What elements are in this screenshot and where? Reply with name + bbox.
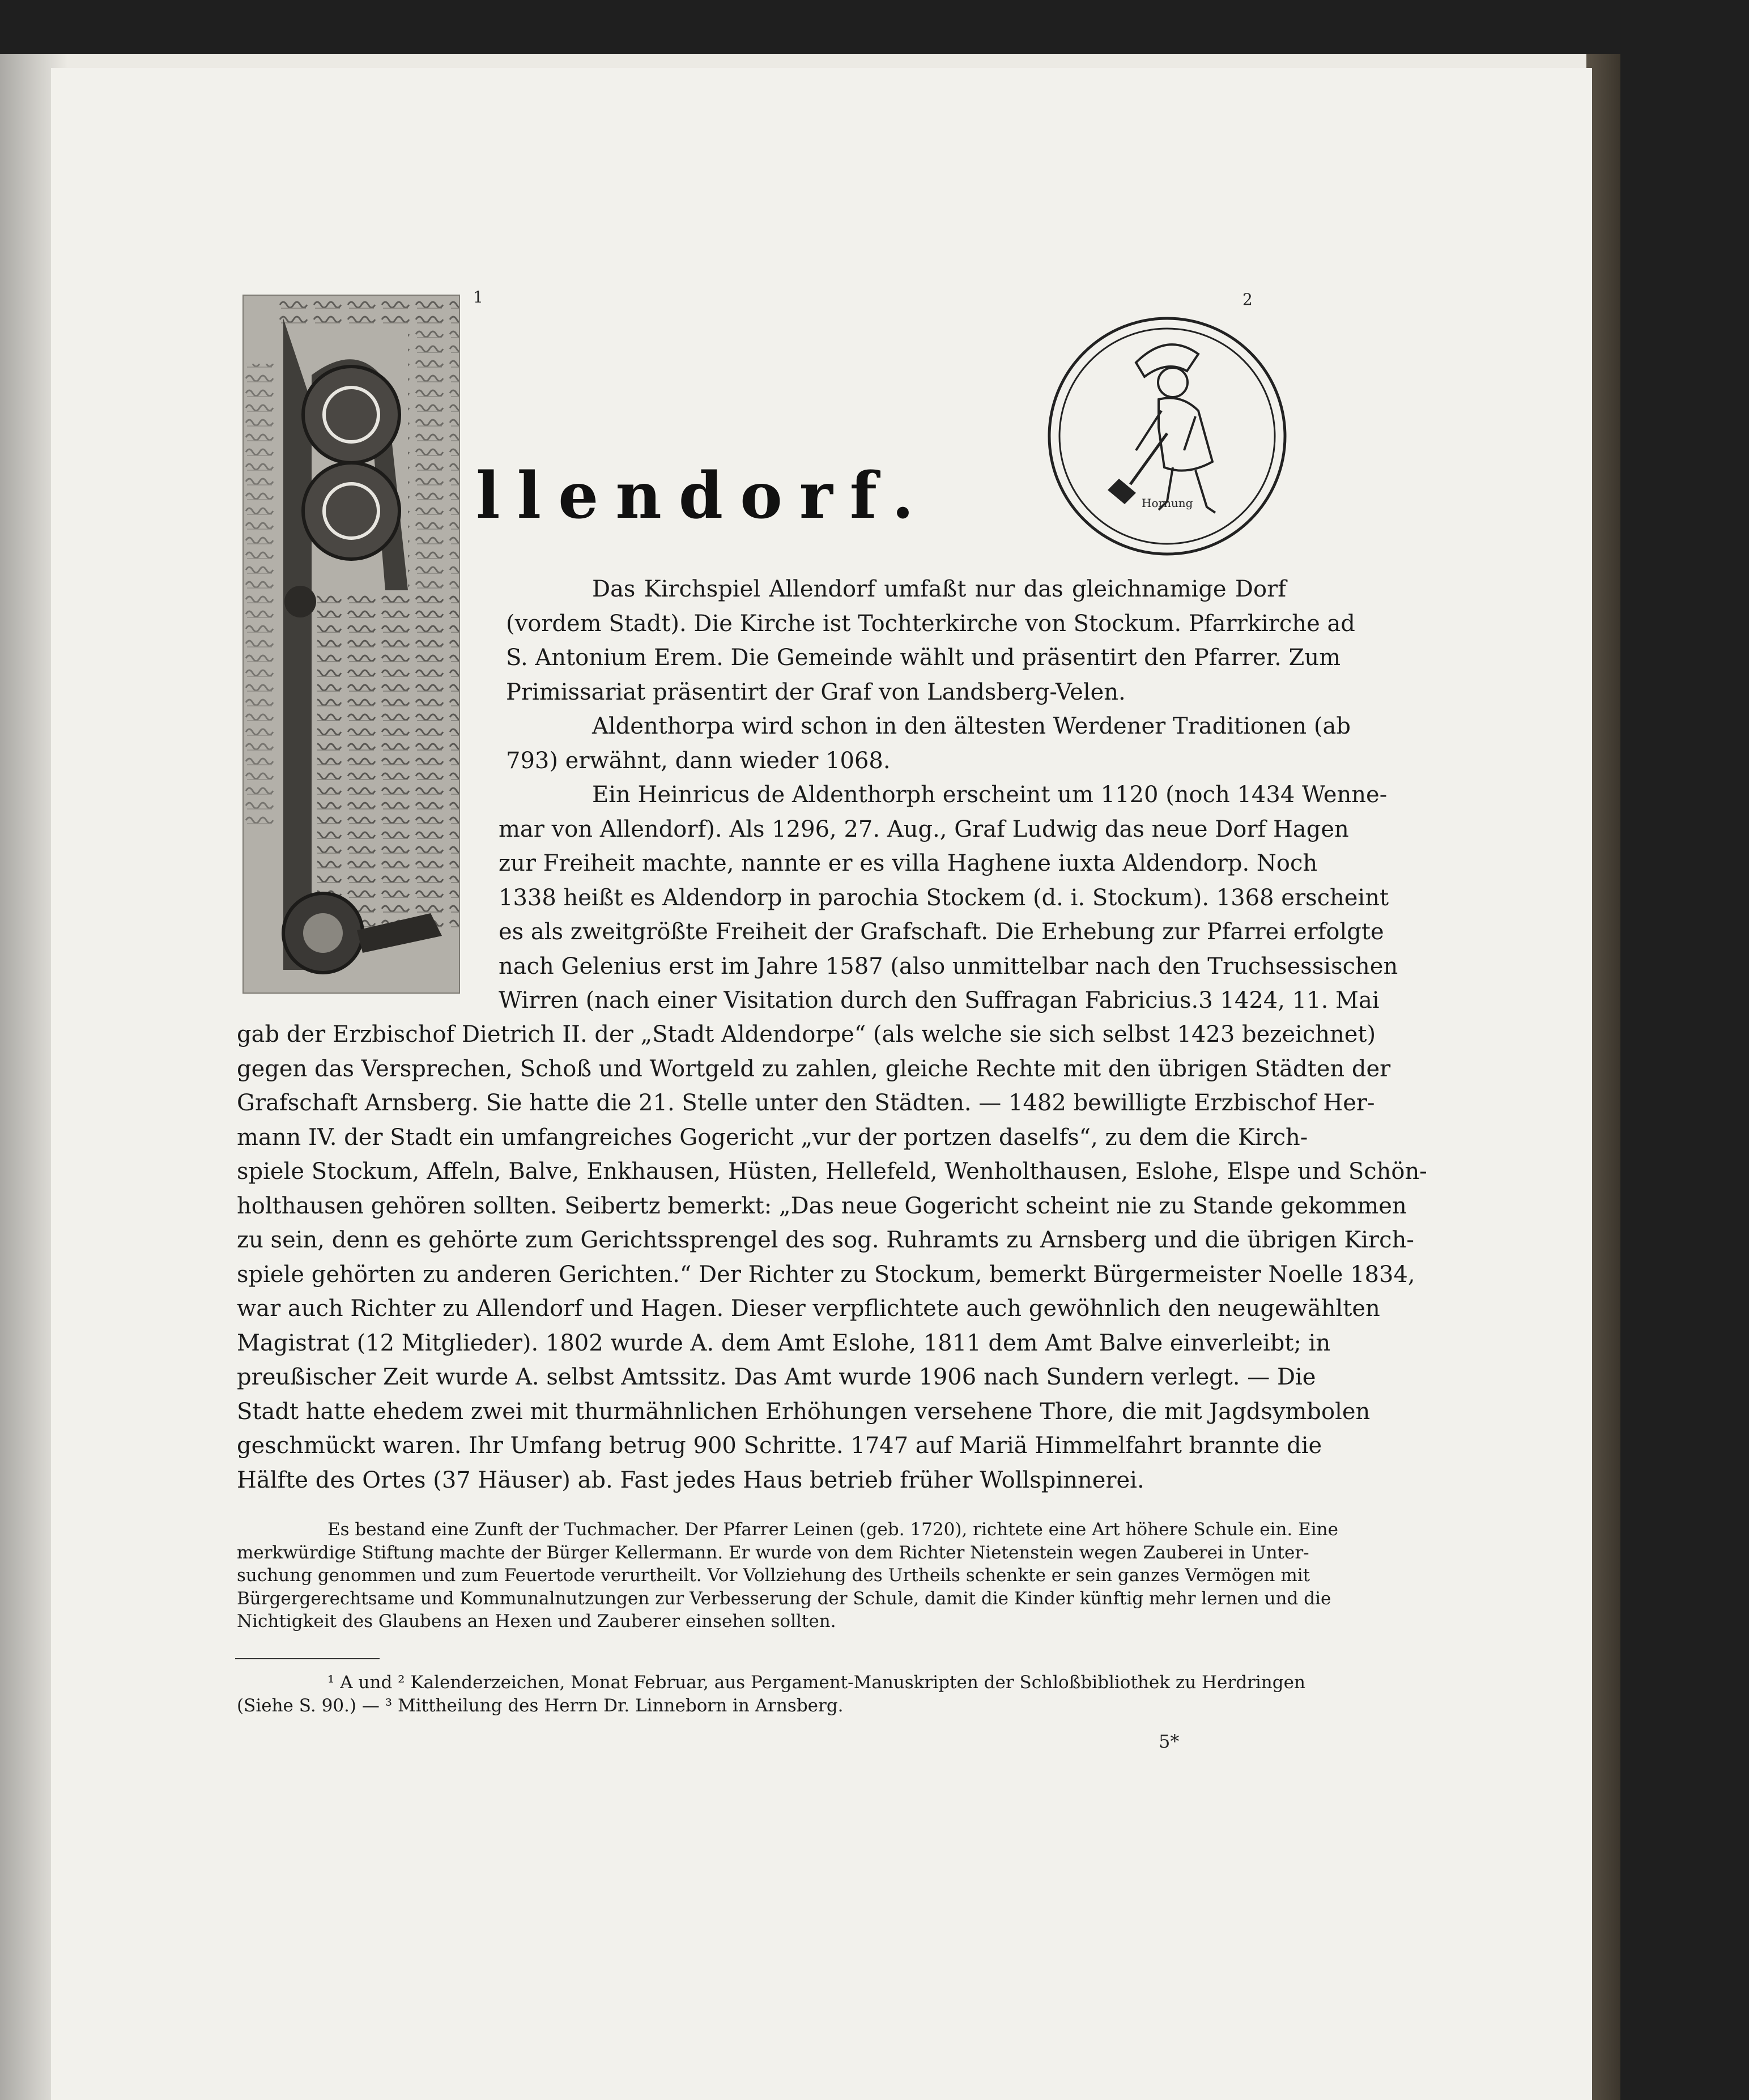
illuminated-initial-a-icon — [244, 296, 459, 993]
text-line: suchung genommen und zum Feuertode verurtheilt. Vor Vollziehung des Urtheils schenkte er sein ganzes Vermögen mit — [237, 1565, 1310, 1586]
text-line: holthausen gehören sollten. Seibertz bemerkt: „Das neue Gogericht scheint nie zu Stande gekommen — [237, 1192, 1407, 1219]
text-line: Es bestand eine Zunft der Tuchmacher. Der Pfarrer Leinen (geb. 1720), richtete eine Art höhere Schule ein. Eine — [327, 1519, 1338, 1540]
text-line: gegen das Versprechen, Schoß und Wortgeld zu zahlen, gleiche Rechte mit den übrigen Städten der — [237, 1055, 1391, 1082]
footnote-rule — [235, 1658, 380, 1659]
text-line: 1338 heißt es Aldendorp in parochia Stockem (d. i. Stockum). 1368 erscheint — [499, 884, 1389, 911]
calendar-roundel-image — [1045, 314, 1289, 560]
paragraph-3-wide — [237, 1017, 1427, 1497]
figure-1-label: 1 — [473, 288, 483, 306]
text-line: spiele Stockum, Affeln, Balve, Enkhausen, Hüsten, Hellefeld, Wenholthausen, Eslohe, Elspe und Schön- — [237, 1158, 1427, 1185]
footnotes — [237, 1671, 1305, 1717]
text-line: S. Antonium Erem. Die Gemeinde wählt und präsentirt den Pfarrer. Zum — [506, 645, 1341, 671]
text-line: nach Gelenius erst im Jahre 1587 (also unmittelbar nach den Truchsessischen — [499, 953, 1398, 979]
text-line: Nichtigkeit des Glaubens an Hexen und Zauberer einsehen sollten. — [237, 1611, 836, 1632]
text-line: Wirren (nach einer Visitation durch den Suffragan Fabricius.3 1424, 11. Mai — [499, 987, 1380, 1013]
text-line: mar von Allendorf). Als 1296, 27. Aug., Graf Ludwig das neue Dorf Hagen — [499, 816, 1349, 842]
page-title: llendorf. — [476, 459, 931, 533]
text-line: war auch Richter zu Allendorf und Hagen. Dieser verpflichtete auch gewöhnlich den neugewählten — [237, 1296, 1380, 1322]
text-line: Aldenthorpa wird schon in den ältesten Werdener Traditionen (ab — [592, 713, 1351, 739]
text-line: Grafschaft Arnsberg. Sie hatte die 21. Stelle unter den Städten. — 1482 bewilligte Erzbischof Her- — [237, 1090, 1375, 1116]
text-line: preußischer Zeit wurde A. selbst Amtssitz. Das Amt wurde 1906 nach Sundern verlegt. — Die — [237, 1364, 1316, 1390]
text-line: Bürgergerechtsame und Kommunalnutzungen zur Verbesserung der Schule, damit die Kinder künftig mehr lernen und die — [237, 1588, 1331, 1609]
text-line: zu sein, denn es gehörte zum Gerichtssprengel des sog. Ruhramts zu Arnsberg und die übrigen Kirch- — [237, 1227, 1414, 1253]
paragraph-1 — [506, 572, 1355, 709]
text-line: es als zweitgrößte Freiheit der Grafschaft. Die Erhebung zur Pfarrei erfolgte — [499, 919, 1384, 945]
peasant-digging-roundel-icon — [1045, 314, 1289, 558]
text-line: gab der Erzbischof Dietrich II. der „Stadt Aldendorpe“ (als welche sie sich selbst 1423 bezeichnet) — [237, 1021, 1376, 1047]
footnote-line: (Siehe S. 90.) — ³ Mittheilung des Herrn Dr. Linneborn in Arnsberg. — [237, 1695, 844, 1716]
text-line: geschmückt waren. Ihr Umfang betrug 900 Schritte. 1747 auf Mariä Himmelfahrt brannte die — [237, 1433, 1322, 1459]
footnote-line: ¹ A und ² Kalenderzeichen, Monat Februar, aus Pergament-Manuskripten der Schloßbibliothek zu Herdringen — [327, 1672, 1305, 1693]
text-line: zur Freiheit machte, nannte er es villa Haghene iuxta Aldendorp. Noch — [499, 850, 1318, 876]
text-line: Hälfte des Ortes (37 Häuser) ab. Fast jedes Haus betrieb früher Wollspinnerei. — [237, 1467, 1144, 1493]
page-number: 5* — [1159, 1731, 1180, 1752]
text-line: Stadt hatte ehedem zwei mit thurmähnlichen Erhöhungen versehene Thore, die mit Jagdsymbolen — [237, 1398, 1371, 1425]
text-line: 793) erwähnt, dann wieder 1068. — [506, 747, 891, 774]
small-print-paragraph — [237, 1518, 1338, 1633]
text-line: mann IV. der Stadt ein umfangreiches Gogericht „vur der portzen daselfs“, zu dem die Kirch- — [237, 1124, 1308, 1151]
text-line: spiele gehörten zu anderen Gerichten.“ Der Richter zu Stockum, bemerkt Bürgermeister Noelle 1834, — [237, 1261, 1415, 1288]
paragraph-2 — [506, 709, 1351, 778]
text-line: Magistrat (12 Mitglieder). 1802 wurde A. dem Amt Eslohe, 1811 dem Amt Balve einverleibt; in — [237, 1330, 1331, 1356]
manuscript-initial-image — [242, 295, 460, 994]
paragraph-3-narrow — [499, 778, 1398, 1018]
figure-2-label: 2 — [1242, 290, 1253, 309]
text-line: Primissariat präsentirt der Graf von Landsberg-Velen. — [506, 679, 1126, 705]
roundel-inscription: Hornung — [1142, 496, 1193, 510]
text-line: Das Kirchspiel Allendorf umfaßt nur das gleichnamige Dorf — [592, 576, 1286, 602]
text-line: Ein Heinricus de Aldenthorph erscheint um 1120 (noch 1434 Wenne- — [592, 782, 1388, 808]
text-line: merkwürdige Stiftung machte der Bürger Kellermann. Er wurde von dem Richter Nietenstein wegen Zauberei in Unter- — [237, 1542, 1309, 1563]
text-line: (vordem Stadt). Die Kirche ist Tochterkirche von Stockum. Pfarrkirche ad — [506, 610, 1355, 637]
